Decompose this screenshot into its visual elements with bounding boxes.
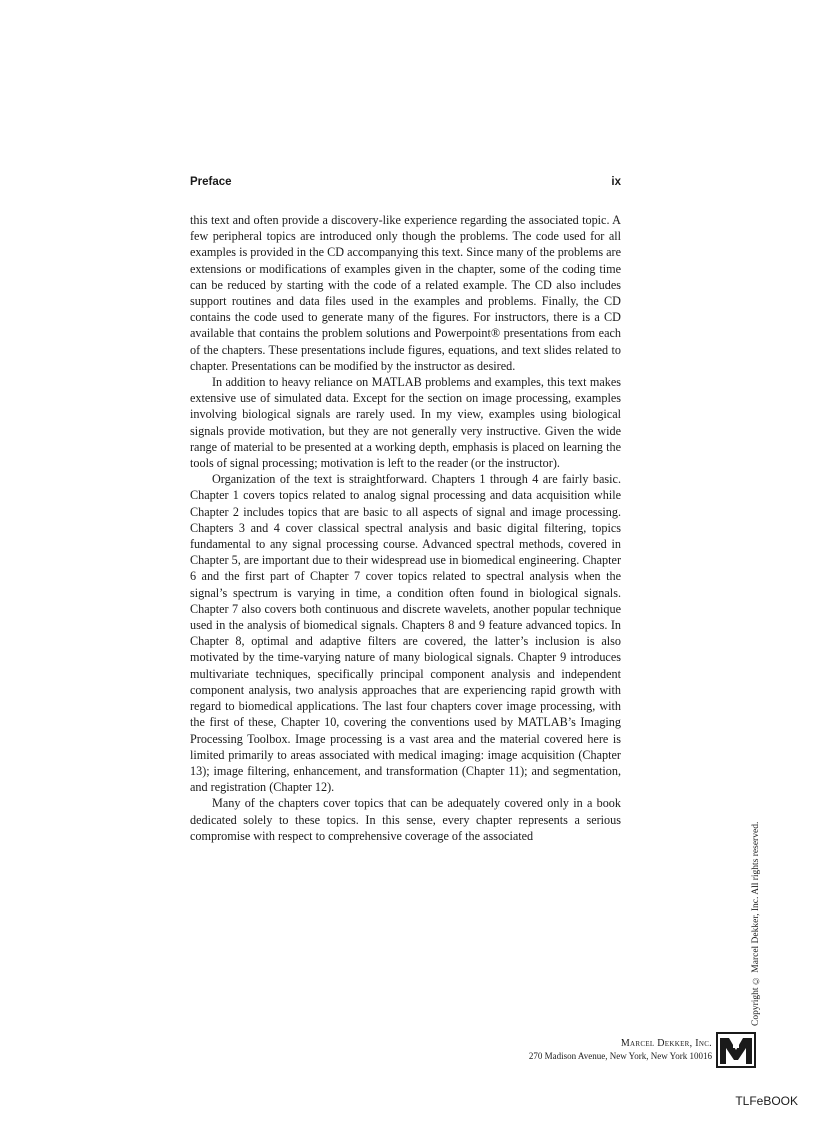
paragraph: Organization of the text is straightforward. Chapters 1 through 4 are fairly basic. Chapter 1 covers topics related to analog signal processing and data acquisition while Chapter 2 includes topics that are basic to all aspects of signal and image processing. Chapters 3 and 4 cover classical spectral analysis and basic digital filtering, topics fundamental to any signal processing course. Advanced spectral methods, covered in Chapter 5, are important due to their widespread use in biomedical engineering. Chapter 6 and the first part of Chapter 7 cover topics related to spectral analysis when the signal’s spectrum is varying in time, a condition often found in biological signals. Chapter 7 also covers both continuous and discrete wavelets, another popular technique used in the analysis of biomedical signals. Chapters 8 and 9 feature advanced topics. In Chapter 8, optimal and adaptive filters are covered, the latter’s inclusion is also motivated by the time-varying nature of many biological signals. Chapter 9 introduces multivariate techniques, specifically principal component analysis and independent component analysis, two analysis approaches that are experiencing rapid growth with regard to biomedical applications. The last four chapters cover image processing, with the first of these, Chapter 10, covering the conventions used by MATLAB’s Imaging Processing Toolbox. Image processing is a vast area and the material covered here is limited primarily to areas associated with medical imaging: image acquisition (Chapter 13); image filtering, enhancement, and transformation (Chapter 11); and segmentation, and registration (Chapter 12). xyxy=(190,472,621,795)
publisher-address: 270 Madison Avenue, New York, New York 10016 xyxy=(528,1051,712,1061)
body-text xyxy=(190,212,621,844)
publisher-imprint xyxy=(520,1038,712,1062)
publisher-logo-icon xyxy=(716,1032,756,1068)
page-number: ix xyxy=(611,176,621,188)
paragraph-continued: this text and often provide a discovery-like experience regarding the associated topic. A few peripheral topics are introduced only though the problems. The code used for all examples is provided in the CD accompanying this text. Since many of the problems are extensions or modifications of examples given in the chapter, some of the coding time can be reduced by starting with the code of a related example. The CD also includes support routines and data files used in the examples and problems. Finally, the CD contains the code used to generate many of the figures. For instructors, there is a CD available that contains the problem solutions and Powerpoint® presentations from each of the chapters. These presentations include figures, equations, and text slides related to chapter. Presentations can be modified by the instructor as desired. xyxy=(190,213,621,373)
running-head xyxy=(190,176,621,188)
watermark-label: TLFeBOOK xyxy=(735,1094,798,1108)
copyright-notice: Copyright © Marcel Dekker, Inc. All rights reserved. xyxy=(751,821,761,1026)
paragraph: Many of the chapters cover topics that can be adequately covered only in a book dedicated solely to these topics. In this sense, every chapter represents a serious compromise with respect to comprehensive coverage of the associated xyxy=(190,796,621,843)
section-title: Preface xyxy=(190,176,232,188)
paragraph: In addition to heavy reliance on MATLAB problems and examples, this text makes extensive use of simulated data. Except for the section on image processing, examples involving biological signals are rarely used. In my view, examples using biological signals provide motivation, but they are not generally very instructive. Given the wide range of material to be presented at a working depth, emphasis is placed on learning the tools of signal processing; motivation is left to the reader (or the instructor). xyxy=(190,375,621,471)
publisher-name: Marcel Dekker, Inc. xyxy=(620,1038,712,1049)
